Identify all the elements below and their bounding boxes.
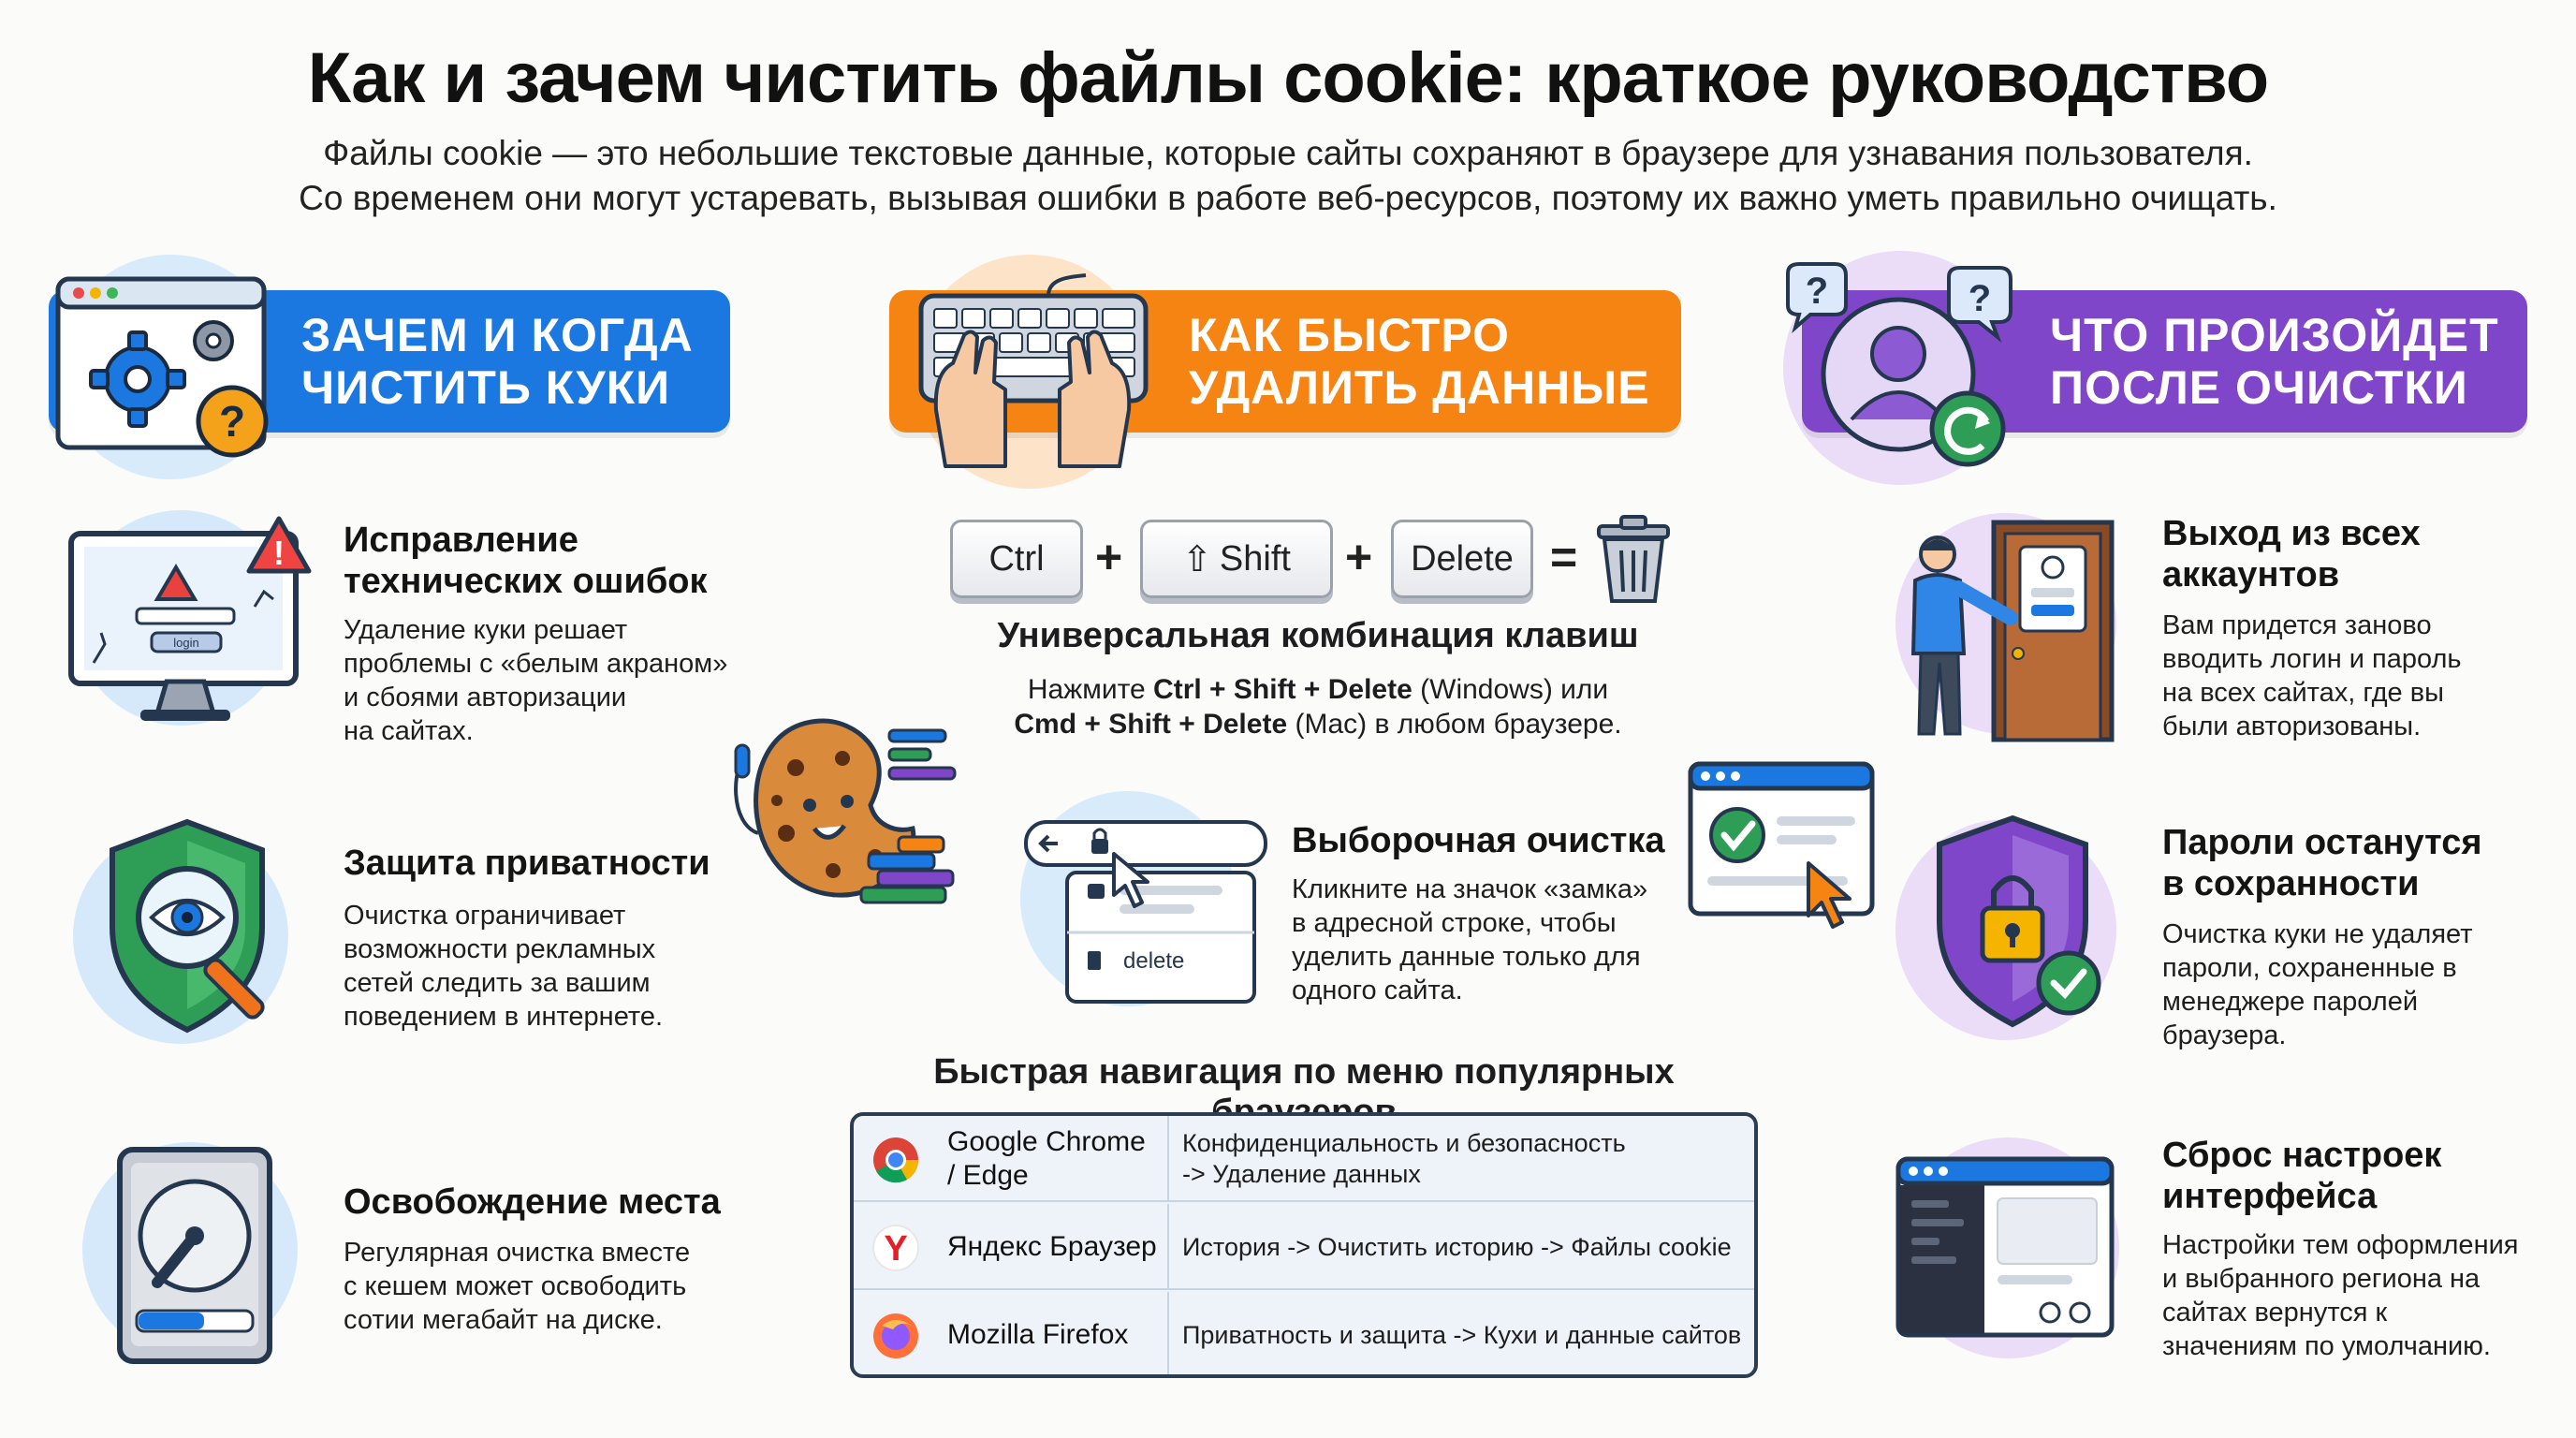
interface-settings-icon	[1893, 1153, 2117, 1341]
shield-lock-icon	[1928, 813, 2115, 1037]
why-item-text: Очистка ограничивает возможности рекламных сетей следить за вашим поведением в интернете.	[344, 901, 664, 1032]
browser-path: История -> Очистить историю -> Файлы cookie	[1167, 1204, 1748, 1290]
firefox-icon	[872, 1313, 919, 1359]
browser-name: Mozilla Firefox	[947, 1319, 1129, 1350]
ctrl-key: Ctrl	[950, 520, 1083, 598]
shift-arrow-icon: ⇧	[1182, 539, 1212, 580]
after-item-title: Сброс настроек интерфейса	[2162, 1136, 2442, 1216]
browser-name: Яндекс Браузер	[947, 1231, 1157, 1262]
login-button-label: login	[173, 636, 199, 650]
shortcut-line1-post: (Windows) или	[1412, 674, 1609, 705]
settings-browser-icon	[49, 271, 283, 468]
browser-check-icon	[1685, 758, 1881, 936]
after-item-title: Пароли останутся в сохранности	[2162, 823, 2482, 903]
browser-name: Google Chrome / Edge	[947, 1126, 1146, 1191]
shift-key-label: Shift	[1219, 538, 1291, 579]
monitor-error-icon	[64, 513, 316, 738]
svg-text:?: ?	[218, 397, 246, 446]
why-item-title: Освобождение места	[344, 1182, 721, 1222]
yandex-letter: Y	[884, 1229, 908, 1269]
address-bar-lock-icon	[1020, 816, 1273, 1004]
selective-title: Выборочная очистка	[1292, 821, 1665, 860]
yandex-icon	[872, 1225, 919, 1271]
equals-sign: =	[1550, 531, 1578, 583]
section-title-why: ЗАЧЕМ И КОГДА ЧИСТИТЬ КУКИ	[301, 309, 694, 414]
page-title: Как и зачем чистить файлы cookie: краткое руководство	[307, 38, 2269, 118]
svg-text:?: ?	[1805, 271, 1829, 312]
shortcut-title: Универсальная комбинация клавиш	[997, 616, 1639, 655]
section-title-how: КАК БЫСТРО УДАЛИТЬ ДАННЫЕ	[1189, 309, 1650, 414]
browser-path: Приватность и защита -> Кухи и данные сайтов	[1167, 1292, 1748, 1378]
section-title-after: ЧТО ПРОИЗОЙДЕТ ПОСЛЕ ОЧИСТКИ	[2050, 309, 2499, 414]
table-row	[854, 1292, 1754, 1378]
shield-eye-icon	[94, 814, 318, 1049]
after-item-text: Настройки тем оформления и выбранного региона на сайтах вернутся к значениям по умолчанию.	[2162, 1230, 2519, 1361]
hard-drive-icon	[110, 1142, 298, 1376]
delete-menu-label: delete	[1123, 948, 1185, 974]
page-subtitle: Файлы cookie — это небольшие текстовые данные, которые сайты сохраняют в браузере для узнавания пользователя. Со временем они могут устаревать, вызывая ошибки в работе веб-ресурсов, поэтому их важно уметь правильно очищать.	[299, 134, 2277, 217]
after-item-text: Очистка куки не удаляет пароли, сохраненные в менеджере паролей браузера.	[2162, 919, 2473, 1050]
why-item-title: Защита приватности	[344, 844, 710, 883]
selective-text: Кликните на значок «замка» в адресной строке, чтобы уделить данные только для одного сайта.	[1292, 874, 1648, 1005]
shift-key	[1140, 520, 1333, 598]
keyboard-hands-icon	[908, 270, 1161, 485]
table-row	[854, 1204, 1754, 1290]
after-item-title: Выход из всех аккаунтов	[2162, 514, 2421, 594]
delete-key: Delete	[1391, 520, 1533, 598]
plus-sign: +	[1095, 531, 1123, 583]
chrome-icon	[872, 1137, 919, 1183]
door-exit-icon	[1900, 513, 2125, 747]
after-item-text: Вам придется заново вводить логин и пароль на всех сайтах, где вы были авторизованы.	[2162, 610, 2462, 741]
table-row	[854, 1116, 1754, 1202]
svg-text:?: ?	[1968, 278, 1992, 319]
browser-path: Конфиденциальность и безопасность -> Удаление данных	[1167, 1116, 1748, 1202]
svg-text:!: !	[273, 534, 285, 572]
trash-icon	[1591, 513, 1676, 607]
shortcut-mac-keys: Cmd + Shift + Delete	[1014, 709, 1288, 740]
shortcut-line1-pre: Нажмите	[1027, 674, 1154, 705]
why-item-text: Удаление куки решает проблемы с «белым акраном» и сбоями авторизации на сайтах.	[344, 615, 728, 746]
cookie-icon	[721, 712, 1002, 936]
browser-nav-table	[850, 1112, 1758, 1378]
shortcut-windows-keys: Ctrl + Shift + Delete	[1153, 674, 1412, 705]
shortcut-line2-post: (Mac) в любом браузере.	[1287, 709, 1622, 740]
why-item-text: Регулярная очистка вместе с кешем может освободить сотии мегабайт на диске.	[344, 1238, 691, 1335]
user-reset-icon	[1778, 262, 2022, 477]
plus-sign: +	[1345, 531, 1373, 583]
browsers-title: Быстрая навигация по меню популярных	[933, 1052, 1675, 1092]
why-item-title: Исправление технических ошибок	[344, 521, 708, 601]
